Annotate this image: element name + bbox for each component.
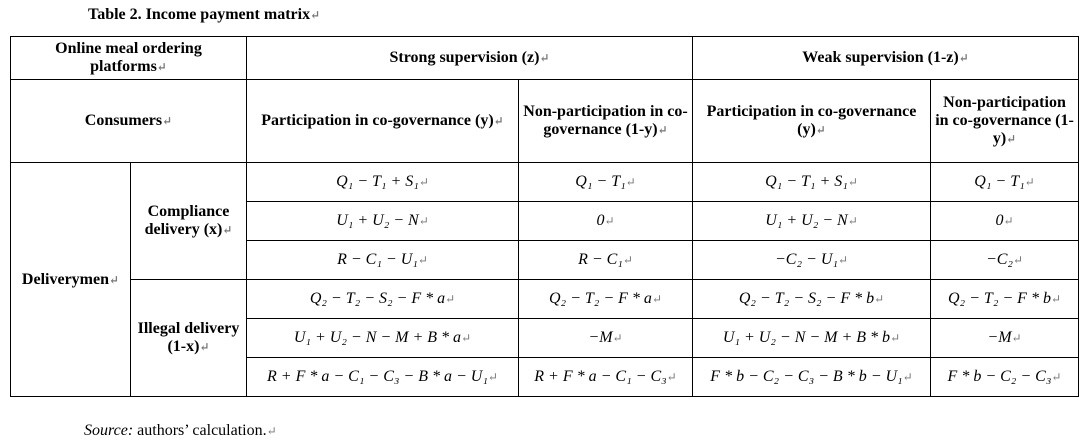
payoff-cell: −M↵ (519, 319, 693, 358)
payoff-cell: U₁ + U₂ − N↵ (247, 202, 519, 241)
payoff-cell: R + F * a − C₁ − C₃↵ (519, 358, 693, 397)
payoff-cell: Q₁ − T₁ + S₁↵ (693, 163, 931, 202)
strong-participation-header: Participation in co-governance (y)↵ (247, 80, 519, 163)
payoff-matrix-table (10, 36, 1079, 397)
payoff-cell: F * b − C₂ − C₃ − B * b − U₁↵ (693, 358, 931, 397)
payoff-cell: −C₂↵ (931, 241, 1079, 280)
platforms-header: Online meal ordering platforms↵ (11, 37, 247, 80)
payoff-cell: Q₂ − T₂ − S₂ − F * b↵ (693, 280, 931, 319)
weak-supervision-header: Weak supervision (1-z)↵ (693, 37, 1079, 80)
payoff-cell: U₁ + U₂ − N − M + B * b↵ (693, 319, 931, 358)
payoff-cell: U₁ + U₂ − N − M + B * a↵ (247, 319, 519, 358)
payoff-cell: Q₁ − T₁ + S₁↵ (247, 163, 519, 202)
payoff-cell: F * b − C₂ − C₃↵ (931, 358, 1079, 397)
payoff-cell: Q₂ − T₂ − F * b↵ (931, 280, 1079, 319)
payoff-cell: R + F * a − C₁ − C₃ − B * a − U₁↵ (247, 358, 519, 397)
payoff-cell: R − C₁↵ (519, 241, 693, 280)
payoff-cell: −C₂ − U₁↵ (693, 241, 931, 280)
weak-participation-header: Participation in co-governance (y)↵ (693, 80, 931, 163)
compliance-delivery-header: Compliance delivery (x)↵ (131, 163, 247, 280)
payoff-cell: Q₂ − T₂ − S₂ − F * a↵ (247, 280, 519, 319)
payoff-cell: 0↵ (931, 202, 1079, 241)
weak-nonparticipation-header: Non-participation in co-governance (1-y)↵ (931, 80, 1079, 163)
table-caption: Table 2. Income payment matrix↵ (88, 6, 321, 23)
payoff-cell: U₁ + U₂ − N↵ (693, 202, 931, 241)
table-row (11, 280, 1079, 319)
strong-supervision-header: Strong supervision (z)↵ (247, 37, 693, 80)
payoff-cell: 0↵ (519, 202, 693, 241)
header-row-consumers (11, 80, 1079, 163)
source-note: Source: authors’ calculation.↵ (84, 422, 277, 439)
payoff-cell: Q₁ − T₁↵ (519, 163, 693, 202)
header-row-supervision (11, 37, 1079, 80)
payoff-cell: −M↵ (931, 319, 1079, 358)
payoff-cell: Q₂ − T₂ − F * a↵ (519, 280, 693, 319)
payoff-cell: R − C₁ − U₁↵ (247, 241, 519, 280)
consumers-header: Consumers↵ (11, 80, 247, 163)
illegal-delivery-header: Illegal delivery (1-x)↵ (131, 280, 247, 397)
deliverymen-header: Deliverymen↵ (11, 163, 131, 397)
payoff-cell: Q₁ − T₁↵ (931, 163, 1079, 202)
table-row (11, 163, 1079, 202)
strong-nonparticipation-header: Non-participation in co-governance (1-y)↵ (519, 80, 693, 163)
